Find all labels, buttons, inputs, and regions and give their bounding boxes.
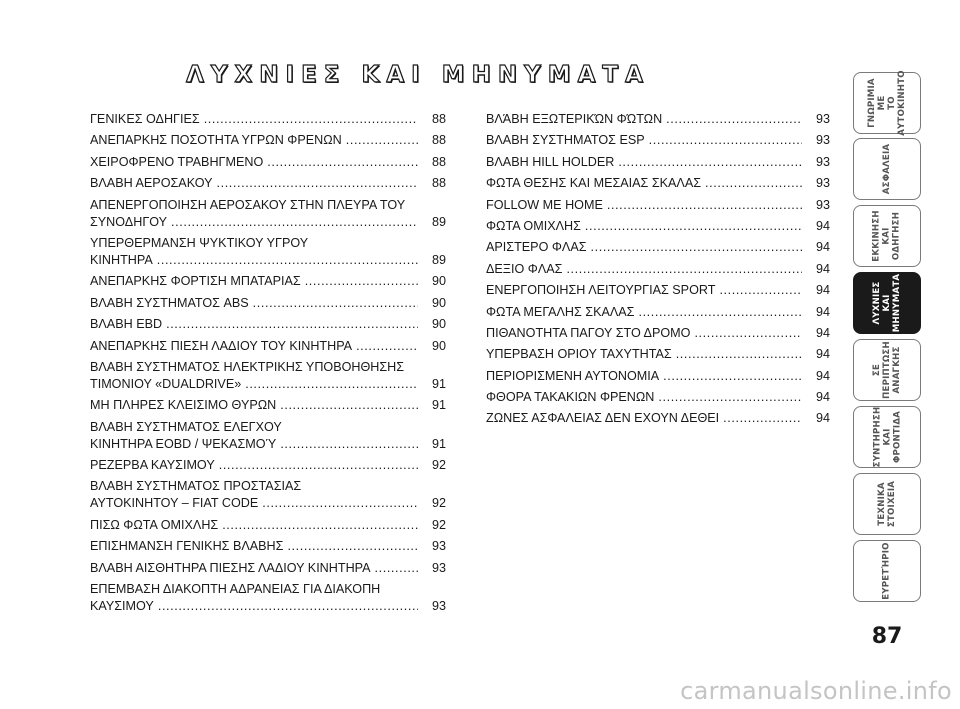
toc-entry[interactable]	[90, 235, 446, 269]
chapter-tab[interactable]	[853, 138, 921, 200]
dot-leader	[267, 154, 418, 171]
toc-entry[interactable]	[90, 560, 446, 577]
toc-entry-page: 93	[815, 154, 830, 169]
toc-entry-page: 92	[431, 496, 446, 511]
dot-leader	[245, 376, 418, 393]
toc-entry-page: 94	[815, 325, 830, 340]
dot-leader	[204, 111, 418, 128]
dot-leader	[166, 316, 418, 333]
toc-entry[interactable]	[486, 218, 830, 235]
toc-entry-title-line: ΦΩΤΑ ΜΕΓΑΛΗΣ ΣΚΑΛΑΣ	[486, 304, 635, 319]
toc-entry-title-line: ΜΗ ΠΛΗΡΕΣ ΚΛΕΙΣΙΜΟ ΘΥΡΩΝ	[90, 398, 277, 413]
toc-entry-page: 91	[431, 398, 446, 413]
toc-entry-title-line: ΓΕΝΙΚΕΣ ΟΔΗΓΙΕΣ	[90, 112, 200, 126]
watermark: carmanualsonline.info	[680, 677, 952, 705]
toc-entry[interactable]	[486, 261, 830, 278]
toc-entry-page: 94	[815, 368, 830, 383]
toc-entry-page: 94	[815, 411, 830, 426]
dot-leader	[566, 261, 802, 278]
dot-leader	[217, 175, 419, 192]
toc-entry[interactable]	[486, 346, 830, 363]
toc-entry-title-line: ΑΥΤΟΚΙΝΗΤΟΥ – FIAT CODE	[90, 496, 259, 511]
chapter-tab[interactable]	[853, 339, 921, 401]
toc-entry-title-line: ΒΛΑΒΗ ΣΥΣΤΗΜΑΤΟΣ ABS	[90, 295, 249, 310]
toc-entry[interactable]	[90, 111, 446, 128]
toc-entry-page: 88	[431, 176, 446, 191]
toc-entry[interactable]	[90, 478, 446, 512]
toc-entry-title-line: ΒΛΑΒΗ EBD	[90, 317, 163, 332]
toc-entry-title-line: ΒΛΑΒΗ HILL HOLDER	[486, 154, 615, 169]
dot-leader	[719, 282, 802, 299]
toc-entry[interactable]	[90, 538, 446, 555]
toc-entry-title-line: ΑΝΕΠΑΡΚΗΣ ΠΙΕΣΗ ΛΑΔΙΟΥ ΤΟΥ ΚΙΝΗΤΗΡΑ	[90, 338, 353, 353]
toc-entry-title-line: ΤΙΜΟΝΙΟΥ «DUALDRIVE»	[90, 376, 242, 391]
chapter-tab[interactable]	[853, 540, 921, 602]
chapter-tab-label: ΣΕ ΠΕΡΙΠΤΩΣΗ ΑΝΑΓΚΗΣ	[872, 341, 902, 399]
toc-entry-title-line: ΕΠΕΜΒΑΣΗ ΔΙΑΚΟΠΤΗ ΑΔΡΑΝΕΙΑΣ ΓΙΑ ΔΙΑΚΟΠΗ	[90, 582, 381, 597]
toc-entry-title-line: ΒΛΑΒΗ ΣΥΣΤΗΜΑΤΟΣ ΕΛΕΓΧΟΥ	[90, 419, 282, 434]
toc-entry-title-line: ΡΕΖΕΡΒΑ ΚΑΥΣΙΜΟΥ	[90, 458, 215, 473]
toc-entry[interactable]	[486, 304, 830, 321]
toc-entry-title-line: ΚΑΥΣΙΜΟΥ	[90, 599, 154, 614]
toc-entry-page: 90	[431, 338, 446, 353]
toc-entry[interactable]	[486, 175, 830, 192]
toc-entry-page: 93	[815, 197, 830, 212]
toc-entry[interactable]	[90, 457, 446, 474]
chapter-tab-label: ΑΣΦΑΛΕΙΑ	[881, 143, 892, 195]
toc-entry-title-line: ΦΩΤΑ ΘΕΣΗΣ ΚΑΙ ΜΕΣΑΙΑΣ ΣΚΑΛΑΣ	[486, 176, 702, 191]
chapter-tab-label: ΣΥΝΤΗΡΗΣΗ ΚΑΙ ΦΡΟΝΤΙΔΑ	[871, 406, 902, 468]
chapter-tab-label: ΕΥΡΕΤΉΡΙΟ	[882, 542, 892, 600]
toc-entry[interactable]	[486, 389, 830, 406]
chapter-tab-label: ΓΝΩΡΙΜΙΑ ΜΕ ΤΟ ΑΥΤΟΚΙΝΗΤΟ	[867, 70, 907, 136]
toc-entry[interactable]	[90, 132, 446, 149]
toc-entry[interactable]	[90, 581, 446, 615]
toc-entry[interactable]	[486, 197, 830, 214]
toc-entry-page: 93	[815, 176, 830, 191]
toc-entry-page: 93	[431, 560, 446, 575]
dot-leader	[663, 368, 802, 385]
toc-entry[interactable]	[486, 368, 830, 385]
toc-entry-title-line: ΠΕΡΙΟΡΙΣΜΕΝΗ ΑΥΤΟΝΟΜΙΑ	[486, 368, 660, 383]
toc-entry-title-line: ΦΩΤΑ ΟΜΙΧΛΗΣ	[486, 218, 581, 233]
toc-entry-title-line: ΑΝΕΠΑΡΚΗΣ ΦΟΡΤΙΣΗ ΜΠΑΤΑΡΙΑΣ	[90, 274, 301, 289]
toc-entry-page: 94	[815, 261, 830, 276]
toc-entry[interactable]	[486, 132, 830, 149]
dot-leader	[375, 560, 418, 577]
dot-leader	[157, 252, 418, 269]
toc-entry[interactable]	[90, 397, 446, 414]
toc-entry[interactable]	[90, 359, 446, 393]
dot-leader	[171, 214, 418, 231]
toc-entry[interactable]	[90, 419, 446, 453]
toc-entry-page: 88	[431, 133, 446, 148]
toc-entry-page: 89	[431, 214, 446, 229]
toc-entry-title-line: ΑΝΕΠΑΡΚΗΣ ΠΟΣΟΤΗΤΑ ΥΓΡΩΝ ΦΡΕΝΩΝ	[90, 133, 342, 148]
toc-entry-page: 91	[431, 436, 446, 451]
toc-entry-title-line: ΕΝΕΡΓΟΠΟΙΗΣΗ ΛΕΙΤΟΥΡΓΙΑΣ SPORT	[486, 283, 716, 298]
toc-entry-page: 93	[815, 133, 830, 148]
toc-entry-title-line: ΚΙΝΗΤΗΡΑ	[90, 252, 153, 267]
toc-entry-title-line: ΖΩΝΕΣ ΑΣΦΑΛΕΙΑΣ ΔΕΝ ΕΧΟΥΝ ΔΕΘΕΙ	[486, 411, 720, 426]
chapter-tab[interactable]	[853, 473, 921, 535]
toc-entry-page: 91	[431, 376, 446, 391]
toc-entry-title-line: ΠΙΘΑΝΟΤΗΤΑ ΠΑΓΟΥ ΣΤΟ ΔΡΟΜΟ	[486, 325, 691, 340]
toc-entry-page: 90	[431, 274, 446, 289]
toc-entry-title-line: ΣΥΝΟΔΗΓΟΥ	[90, 214, 168, 229]
toc-entry-title-line: ΒΛΑΒΗ ΑΙΣΘΗΤΗΡΑ ΠΙΕΣΗΣ ΛΑΔΙΟΥ ΚΙΝΗΤΗΡΑ	[90, 560, 371, 575]
toc-entry[interactable]	[486, 325, 830, 342]
dot-leader	[607, 197, 802, 214]
toc-entry-title-line: ΚΙΝΗΤΗΡΑ EOBD / ΨΕΚΑΣΜΟΎ	[90, 436, 277, 451]
toc-entry-title-line: ΒΛΑΒΗ ΣΥΣΤΗΜΑΤΟΣ ΗΛΕΚΤΡΙΚΗΣ ΥΠΟΒΟΗΘΗΣΗΣ	[90, 359, 405, 374]
toc-entry-title-line: ΑΠΕΝΕΡΓΟΠΟΙΗΣΗ ΑΕΡΟΣΑΚΟΥ ΣΤΗΝ ΠΛΕΥΡΑ ΤΟΥ	[90, 197, 406, 212]
chapter-tab-label: ΕΚΚΙΝΗΣΗ ΚΑΙ ΟΔΗΓΗΣΗ	[872, 210, 902, 262]
toc-entry[interactable]	[90, 273, 446, 290]
toc-entry-page: 94	[815, 390, 830, 405]
chapter-tab[interactable]	[853, 72, 921, 134]
toc-entry[interactable]	[486, 239, 830, 256]
toc-entry-title-line: ΥΠΕΡΘΕΡΜΑΝΣΗ ΨΥΚΤΙΚΟΥ ΥΓΡΟΥ	[90, 235, 309, 250]
dot-leader	[222, 517, 418, 534]
toc-entry[interactable]	[90, 338, 446, 355]
toc-entry-title-line: ΧΕΙΡΟΦΡΕΝΟ ΤΡΑΒΗΓΜΕΝΟ	[90, 154, 264, 169]
toc-entry-title-line: ΒΛΆΒΗ ΕΞΩΤΕΡΙΚΏΝ ΦΏΤΩΝ	[486, 112, 663, 126]
toc-entry[interactable]	[486, 410, 830, 427]
chapter-tab-label: ΛΥΧΝΙΕΣ ΚΑΙ ΜΗΝΥΜΑΤΑ	[871, 273, 902, 333]
dot-leader	[262, 495, 418, 512]
toc-entry-page: 94	[815, 283, 830, 298]
dot-leader	[676, 346, 802, 363]
toc-entry[interactable]	[486, 282, 830, 299]
dot-leader	[219, 457, 418, 474]
dot-leader	[253, 295, 418, 312]
toc-right-column	[486, 111, 830, 432]
toc-entry[interactable]	[486, 111, 830, 128]
toc-entry-page: 93	[815, 112, 830, 126]
chapter-tab[interactable]	[853, 272, 921, 334]
dot-leader	[694, 325, 802, 342]
toc-entry-page: 94	[815, 218, 830, 233]
dot-leader	[658, 389, 802, 406]
toc-entry-title-line: ΑΡΙΣΤΕΡΟ ΦΛΑΣ	[486, 240, 587, 255]
toc-entry-title-line: ΒΛΑΒΗ ΣΥΣΤΗΜΑΤΟΣ ESP	[486, 133, 645, 148]
dot-leader	[705, 175, 802, 192]
toc-entry-page: 88	[431, 112, 446, 126]
toc-entry-title-line: ΕΠΙΣΗΜΑΝΣΗ ΓΕΝΙΚΗΣ ΒΛΑΒΗΣ	[90, 539, 284, 554]
toc-entry-title-line: ΒΛΑΒΗ ΣΥΣΤΗΜΑΤΟΣ ΠΡΟΣΤΑΣΙΑΣ	[90, 479, 302, 494]
dot-leader	[287, 538, 418, 555]
toc-entry-page: 93	[431, 599, 446, 614]
toc-entry-page: 89	[431, 252, 446, 267]
toc-entry-title-line: ΦΘΟΡΑ ΤΑΚΑΚΙΩΝ ΦΡΕΝΩΝ	[486, 390, 655, 405]
dot-leader	[666, 111, 802, 128]
toc-entry[interactable]	[486, 154, 830, 171]
dot-leader	[158, 598, 418, 615]
toc-entry-page: 93	[431, 539, 446, 554]
dot-leader	[723, 410, 802, 427]
dot-leader	[305, 273, 418, 290]
toc-entry[interactable]	[90, 316, 446, 333]
toc-entry-title-line: ΥΠΕΡΒΑΣΗ ΟΡΙΟΥ ΤΑΧΥΤΗΤΑΣ	[486, 347, 672, 362]
toc-entry-page: 90	[431, 295, 446, 310]
toc-entry-title-line: ΠΙΣΩ ΦΩΤΑ ΟΜΙΧΛΗΣ	[90, 517, 219, 532]
toc-entry[interactable]	[90, 295, 446, 312]
toc-entry-page: 94	[815, 304, 830, 319]
toc-entry[interactable]	[90, 175, 446, 192]
chapter-tab[interactable]	[853, 406, 921, 468]
dot-leader	[618, 154, 802, 171]
dot-leader	[346, 132, 418, 149]
chapter-tab[interactable]	[853, 205, 921, 267]
section-title: ΛΥΧΝΙΕΣ ΚΑΙ ΜΗΝΥΜΑΤΑ	[186, 62, 650, 88]
toc-entry[interactable]	[90, 154, 446, 171]
toc-entry-title-line: FOLLOW ME HOME	[486, 197, 603, 212]
toc-entry-title-line: ΔΕΞΙΟ ΦΛΑΣ	[486, 261, 563, 276]
dot-leader	[591, 239, 802, 256]
toc-entry-page: 88	[431, 154, 446, 169]
dot-leader	[585, 218, 802, 235]
toc-left-column	[90, 111, 446, 619]
toc-entry-title-line: ΒΛΑΒΗ ΑΕΡΟΣΑΚΟΥ	[90, 176, 213, 191]
toc-entry-page: 94	[815, 347, 830, 362]
toc-entry-page: 90	[431, 317, 446, 332]
dot-leader	[638, 304, 802, 321]
dot-leader	[356, 338, 418, 355]
toc-entry[interactable]	[90, 517, 446, 534]
toc-entry-page: 94	[815, 240, 830, 255]
toc-entry-page: 92	[431, 458, 446, 473]
toc-entry-page: 92	[431, 517, 446, 532]
page-number: 87	[871, 624, 903, 649]
chapter-tab-label: ΤΕΧΝΙΚΑ ΣΤΟΙΧΕΙΑ	[877, 480, 897, 528]
dot-leader	[280, 397, 418, 414]
dot-leader	[649, 132, 802, 149]
dot-leader	[280, 436, 418, 453]
toc-entry[interactable]	[90, 197, 446, 231]
